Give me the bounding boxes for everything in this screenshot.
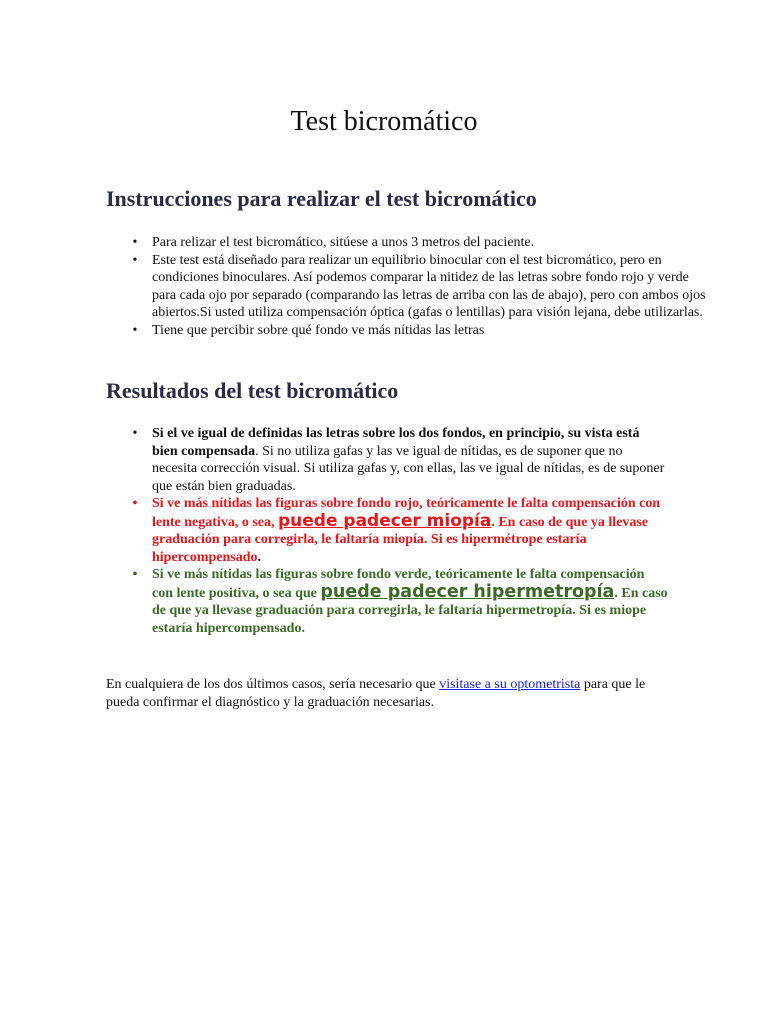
bullet-icon: • <box>132 426 138 441</box>
list-item <box>132 234 712 252</box>
result-red-text-after: . En caso de que ya llevase graduación para corregirla, le faltaría miopía. Si es hipermétrope estaría hipercompensado <box>152 514 649 565</box>
result-green-text: Si ve más nítidas las figuras sobre fondo verde, teóricamente le falta compensación con lente positiva, o sea que <box>152 567 645 601</box>
result-green-text-after: . En caso de que ya llevase graduación para corregirla, le faltaría hipermetropía. Si es miope estaría hipercompensado. <box>152 585 668 636</box>
final-text-before: En cualquiera de los dos últimos casos, sería necesario que <box>106 677 440 692</box>
list-item-text: Este test está diseñado para realizar un equilibrio binocular con el test bicromático, pero en condiciones binoculares. Así podemos comparar la nitidez de las letras sobre fondo rojo y verde para cada ojo por separado (comparando las letras de arriba con las de abajo), pero con ambos ojos abiertos.Si usted utiliza compensación óptica (gafas o lentillas) para visión lejana, debe utilizarlas. <box>152 252 706 320</box>
result-normal-text: . Si no utiliza gafas y las ve igual de nítidas, es de suponer que no necesita corrección visual. Si utiliza gafas y, con ellas, las ve igual de nítidas, es de suponer que están bien graduadas. <box>152 443 665 494</box>
list-item-text: Tiene que percibir sobre qué fondo ve más nítidas las letras <box>152 322 485 338</box>
result-end-period: . <box>257 549 262 565</box>
page-title: Test bicromático <box>290 106 478 137</box>
list-item-text: Para relizar el test bicromático, sitúese a unos 3 metros del paciente. <box>152 235 535 250</box>
optometrista-link[interactable]: visitase a su optometrista <box>439 677 581 692</box>
bullet-icon: • <box>132 235 138 250</box>
hipermetropia-emphasis: puede padecer hipermetropía <box>320 581 615 602</box>
section-heading-instrucciones: Instrucciones para realizar el test bicromático <box>106 186 537 211</box>
resultados-list <box>106 425 668 637</box>
instrucciones-list <box>106 234 712 339</box>
final-text-after: para que le pueda confirmar el diagnóstico y la graduación necesarias. <box>106 677 646 710</box>
section-heading-resultados: Resultados del test bicromático <box>106 378 399 403</box>
result-red-text: Si ve más nítidas las figuras sobre fondo rojo, teóricamente le falta compensación con lente negativa, o sea, <box>152 496 661 530</box>
bullet-icon: • <box>132 322 138 338</box>
miopia-emphasis: puede padecer miopía <box>277 510 492 531</box>
result-bold-text: Si el ve igual de definidas las letras sobre los dos fondos, en principio, su vista está bien compensada <box>152 426 640 459</box>
list-item <box>132 252 712 322</box>
result-item-miopia <box>132 495 668 566</box>
result-item-hipermetropia <box>132 566 668 637</box>
result-item-compensada <box>132 425 668 495</box>
list-item <box>132 322 712 340</box>
bullet-icon: • <box>132 252 138 268</box>
final-paragraph <box>106 676 666 712</box>
bullet-icon: • <box>132 567 138 582</box>
bullet-icon: • <box>132 496 138 511</box>
